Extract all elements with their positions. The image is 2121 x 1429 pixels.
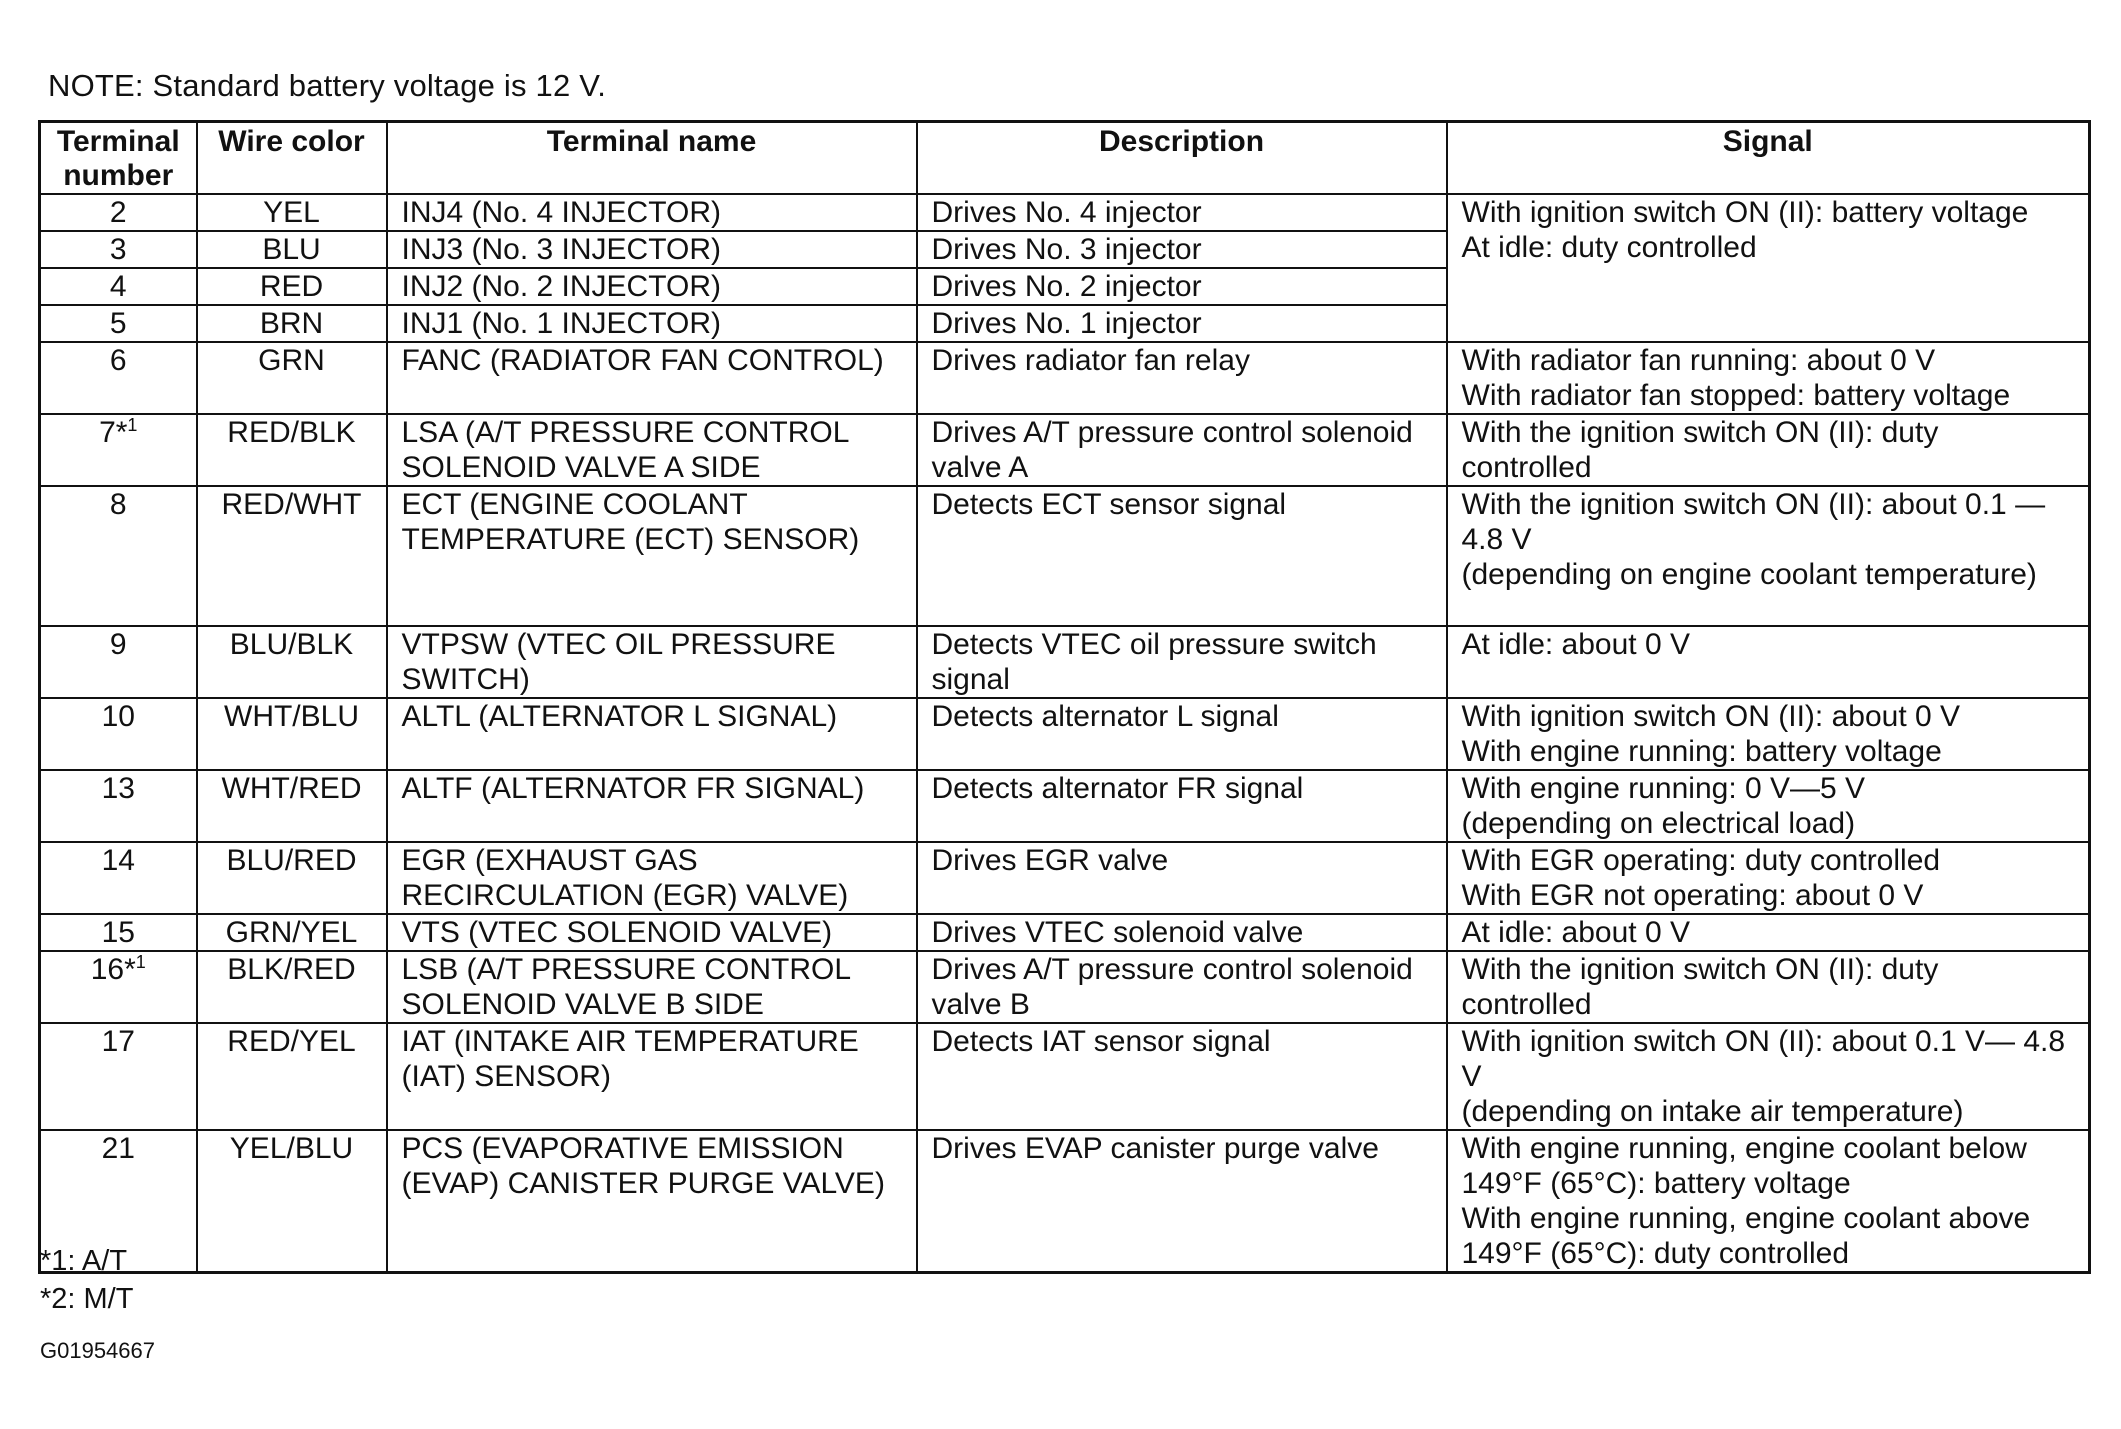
cell-signal-injectors: With ignition switch ON (II): battery voltage At idle: duty controlled [1447,194,2090,342]
table-body [40,194,2090,1273]
cell-terminal-name: PCS (EVAPORATIVE EMISSION (EVAP) CANISTER PURGE VALVE) [387,1130,917,1273]
table-row [40,842,2090,914]
cell-terminal-name: ALTL (ALTERNATOR L SIGNAL) [387,698,917,770]
cell-description: Detects alternator FR signal [917,770,1447,842]
figure-id: G01954667 [40,1338,155,1363]
cell-wire-color: BRN [197,305,387,342]
cell-terminal-number: 15 [40,914,197,951]
cell-terminal-number: 21 [40,1130,197,1273]
footnote-marker: 1 [135,952,146,972]
cell-terminal-number: 13 [40,770,197,842]
cell-signal: With ignition switch ON (II): about 0 V With engine running: battery voltage [1447,698,2090,770]
cell-terminal-number: 7*$^1$ [40,414,197,486]
cell-description: Drives A/T pressure control solenoid valve A [917,414,1447,486]
cell-signal: With the ignition switch ON (II): duty controlled [1447,951,2090,1023]
cell-signal: With the ignition switch ON (II): about 0.1 — 4.8 V (depending on engine coolant temperature) [1447,486,2090,626]
cell-terminal-name: IAT (INTAKE AIR TEMPERATURE (IAT) SENSOR) [387,1023,917,1130]
cell-wire-color: WHT/RED [197,770,387,842]
table-row [40,770,2090,842]
table-header-row [40,122,2090,195]
cell-terminal-number: 2 [40,194,197,231]
cell-terminal-number: 10 [40,698,197,770]
cell-description: Drives No. 2 injector [917,268,1447,305]
cell-wire-color: GRN/YEL [197,914,387,951]
cell-wire-color: RED/WHT [197,486,387,626]
cell-signal: With the ignition switch ON (II): duty controlled [1447,414,2090,486]
cell-description: Drives No. 4 injector [917,194,1447,231]
cell-signal: With engine running: 0 V—5 V (depending on electrical load) [1447,770,2090,842]
cell-terminal-name: INJ4 (No. 4 INJECTOR) [387,194,917,231]
cell-description: Drives No. 1 injector [917,305,1447,342]
cell-terminal-name: ALTF (ALTERNATOR FR SIGNAL) [387,770,917,842]
cell-terminal-name: INJ2 (No. 2 INJECTOR) [387,268,917,305]
ecm-terminal-table [38,120,2091,1274]
cell-terminal-name: VTS (VTEC SOLENOID VALVE) [387,914,917,951]
footnote-marker: 1 [127,415,138,435]
cell-wire-color: BLK/RED [197,951,387,1023]
cell-description: Drives EGR valve [917,842,1447,914]
cell-terminal-number: 6 [40,342,197,414]
cell-terminal-name: ECT (ENGINE COOLANT TEMPERATURE (ECT) SENSOR) [387,486,917,626]
cell-terminal-name: FANC (RADIATOR FAN CONTROL) [387,342,917,414]
table-row [40,626,2090,698]
cell-description: Detects IAT sensor signal [917,1023,1447,1130]
cell-terminal-name: VTPSW (VTEC OIL PRESSURE SWITCH) [387,626,917,698]
cell-description: Detects ECT sensor signal [917,486,1447,626]
table-row [40,414,2090,486]
header-terminal-name: Terminal name [387,122,917,195]
cell-terminal-number: 14 [40,842,197,914]
cell-terminal-number: 8 [40,486,197,626]
cell-terminal-number: 3 [40,231,197,268]
cell-wire-color: WHT/BLU [197,698,387,770]
table-row [40,342,2090,414]
cell-description: Drives No. 3 injector [917,231,1447,268]
cell-terminal-number: 5 [40,305,197,342]
table-row [40,951,2090,1023]
header-description: Description [917,122,1447,195]
cell-description: Detects VTEC oil pressure switch signal [917,626,1447,698]
cell-terminal-number: 9 [40,626,197,698]
header-signal: Signal [1447,122,2090,195]
cell-wire-color: YEL [197,194,387,231]
cell-wire-color: YEL/BLU [197,1130,387,1273]
table-row [40,486,2090,626]
table-row [40,698,2090,770]
footnote-at: *1: A/T [40,1245,128,1277]
cell-signal: With engine running, engine coolant below 149°F (65°C): battery voltage With engine running, engine coolant above 149°F (65°C): duty controlled [1447,1130,2090,1273]
cell-wire-color: BLU/RED [197,842,387,914]
cell-description: Drives EVAP canister purge valve [917,1130,1447,1273]
cell-signal: At idle: about 0 V [1447,914,2090,951]
cell-wire-color: RED/BLK [197,414,387,486]
cell-description: Drives VTEC solenoid valve [917,914,1447,951]
cell-wire-color: BLU [197,231,387,268]
table-row [40,194,2090,231]
cell-description: Detects alternator L signal [917,698,1447,770]
cell-terminal-number: 4 [40,268,197,305]
cell-terminal-name: EGR (EXHAUST GAS RECIRCULATION (EGR) VALVE) [387,842,917,914]
cell-terminal-number: 17 [40,1023,197,1130]
table-row [40,1130,2090,1273]
cell-wire-color: GRN [197,342,387,414]
cell-terminal-name: LSB (A/T PRESSURE CONTROL SOLENOID VALVE B SIDE [387,951,917,1023]
cell-description: Drives radiator fan relay [917,342,1447,414]
footnote-mt: *2: M/T [40,1283,134,1315]
cell-terminal-number: 16*$^1$ [40,951,197,1023]
cell-wire-color: RED [197,268,387,305]
cell-wire-color: BLU/BLK [197,626,387,698]
cell-wire-color: RED/YEL [197,1023,387,1130]
cell-signal: With EGR operating: duty controlled With EGR not operating: about 0 V [1447,842,2090,914]
cell-terminal-name: INJ3 (No. 3 INJECTOR) [387,231,917,268]
standard-voltage-note: NOTE: Standard battery voltage is 12 V. [48,68,607,103]
header-wire-color: Wire color [197,122,387,195]
cell-terminal-name: LSA (A/T PRESSURE CONTROL SOLENOID VALVE A SIDE [387,414,917,486]
cell-signal: With ignition switch ON (II): about 0.1 V— 4.8 V (depending on intake air temperature) [1447,1023,2090,1130]
table-row [40,1023,2090,1130]
table-row [40,914,2090,951]
cell-terminal-name: INJ1 (No. 1 INJECTOR) [387,305,917,342]
cell-signal: At idle: about 0 V [1447,626,2090,698]
cell-signal: With radiator fan running: about 0 V With radiator fan stopped: battery voltage [1447,342,2090,414]
header-terminal-number: Terminal number [40,122,197,195]
cell-description: Drives A/T pressure control solenoid valve B [917,951,1447,1023]
